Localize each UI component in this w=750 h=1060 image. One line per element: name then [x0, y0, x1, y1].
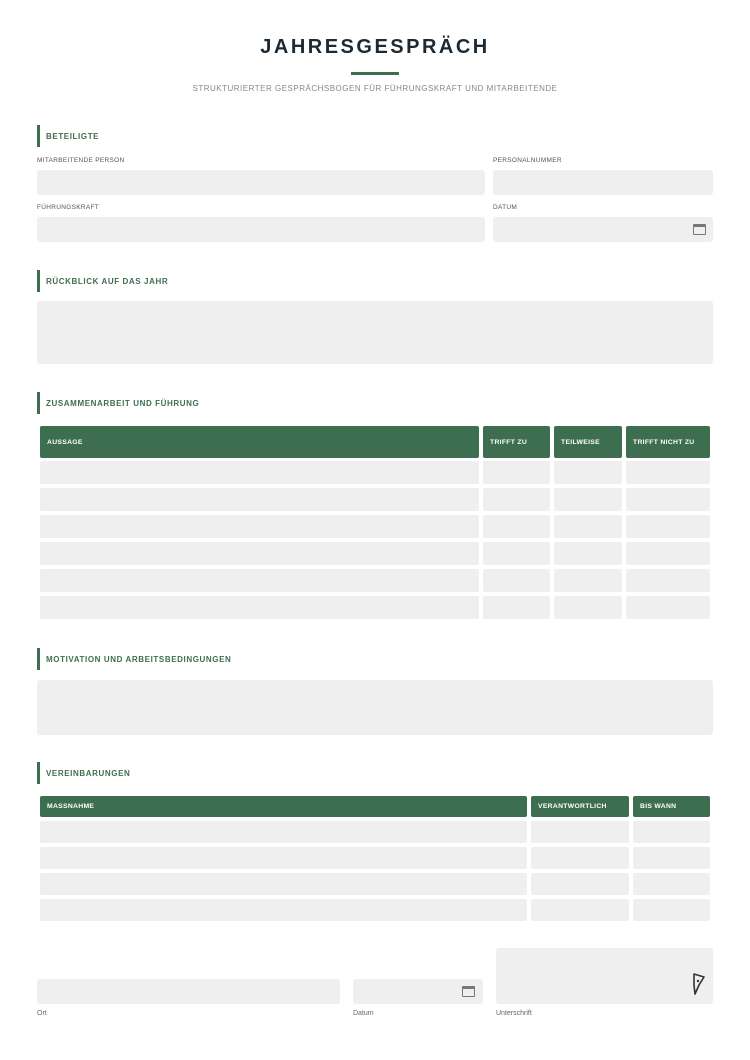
table-cell[interactable]: [483, 461, 550, 484]
footer-datum-field[interactable]: [353, 979, 483, 1004]
table-cell[interactable]: [40, 515, 479, 538]
page-subtitle: STRUKTURIERTER GESPRÄCHSBOGEN FÜR FÜHRUNGSKRAFT UND MITARBEITENDE: [192, 84, 558, 93]
section-heading-motivation: MOTIVATION UND ARBEITSBEDINGUNGEN: [37, 648, 231, 670]
table-cell[interactable]: [483, 542, 550, 565]
vereinbarungen-table: [40, 796, 710, 926]
table-cell[interactable]: [483, 569, 550, 592]
mitarbeitende-person-field[interactable]: [37, 170, 485, 195]
table-cell[interactable]: [483, 515, 550, 538]
section-heading-beteiligte: BETEILIGTE: [37, 125, 99, 147]
table-cell[interactable]: [554, 596, 622, 619]
table-cell[interactable]: [633, 847, 710, 869]
column-header-teilweise: TEILWEISE: [554, 426, 622, 458]
column-header-massnahme: MASSNAHME: [40, 796, 527, 817]
table-cell[interactable]: [40, 488, 479, 511]
table-cell[interactable]: [40, 821, 527, 843]
table-cell[interactable]: [554, 488, 622, 511]
column-header-bis-wann: BIS WANN: [633, 796, 710, 817]
section-heading-rueckblick: RÜCKBLICK AUF DAS JAHR: [37, 270, 168, 292]
table-cell[interactable]: [626, 569, 710, 592]
table-cell[interactable]: [531, 821, 629, 843]
table-cell[interactable]: [531, 847, 629, 869]
table-cell[interactable]: [40, 461, 479, 484]
pen-nib-icon: [692, 973, 706, 995]
label-footer-datum: Datum: [353, 1010, 374, 1017]
column-header-trifft-nicht-zu: TRIFFT NICHT ZU: [626, 426, 710, 458]
column-header-aussage: AUSSAGE: [40, 426, 479, 458]
fuehrungskraft-field[interactable]: [37, 217, 485, 242]
table-cell[interactable]: [626, 515, 710, 538]
table-cell[interactable]: [554, 542, 622, 565]
table-cell[interactable]: [40, 847, 527, 869]
table-cell[interactable]: [531, 873, 629, 895]
table-cell[interactable]: [626, 542, 710, 565]
label-mitarbeitende-person: MITARBEITENDE PERSON: [37, 157, 125, 164]
table-cell[interactable]: [626, 461, 710, 484]
table-cell[interactable]: [554, 461, 622, 484]
table-cell[interactable]: [554, 569, 622, 592]
table-cell[interactable]: [483, 488, 550, 511]
table-cell[interactable]: [40, 596, 479, 619]
table-cell[interactable]: [626, 488, 710, 511]
table-cell[interactable]: [40, 873, 527, 895]
calendar-icon[interactable]: [693, 224, 706, 235]
table-cell[interactable]: [40, 899, 527, 921]
page-title: JAHRESGESPRÄCH: [260, 36, 490, 58]
title-divider: [351, 72, 399, 75]
rueckblick-textarea[interactable]: [37, 301, 713, 364]
label-personalnummer: PERSONALNUMMER: [493, 157, 562, 164]
table-cell[interactable]: [483, 596, 550, 619]
label-datum: DATUM: [493, 204, 518, 211]
ort-field[interactable]: [37, 979, 340, 1004]
label-unterschrift: Unterschrift: [496, 1010, 532, 1017]
calendar-icon[interactable]: [462, 986, 475, 997]
table-cell[interactable]: [633, 821, 710, 843]
column-header-trifft-zu: TRIFFT ZU: [483, 426, 550, 458]
unterschrift-field[interactable]: [496, 948, 713, 1004]
datum-field[interactable]: [493, 217, 713, 242]
table-cell[interactable]: [531, 899, 629, 921]
section-heading-vereinbarungen: VEREINBARUNGEN: [37, 762, 130, 784]
table-cell[interactable]: [554, 515, 622, 538]
column-header-verantwortlich: VERANTWORTLICH: [531, 796, 629, 817]
table-cell[interactable]: [633, 873, 710, 895]
label-fuehrungskraft: FÜHRUNGSKRAFT: [37, 204, 100, 211]
table-cell[interactable]: [626, 596, 710, 619]
section-heading-zusammenarbeit: ZUSAMMENARBEIT UND FÜHRUNG: [37, 392, 199, 414]
table-cell[interactable]: [40, 542, 479, 565]
table-cell[interactable]: [40, 569, 479, 592]
zusammenarbeit-table: [40, 426, 710, 619]
motivation-textarea[interactable]: [37, 680, 713, 735]
personalnummer-field[interactable]: [493, 170, 713, 195]
label-ort: Ort: [37, 1010, 47, 1017]
table-cell[interactable]: [633, 899, 710, 921]
